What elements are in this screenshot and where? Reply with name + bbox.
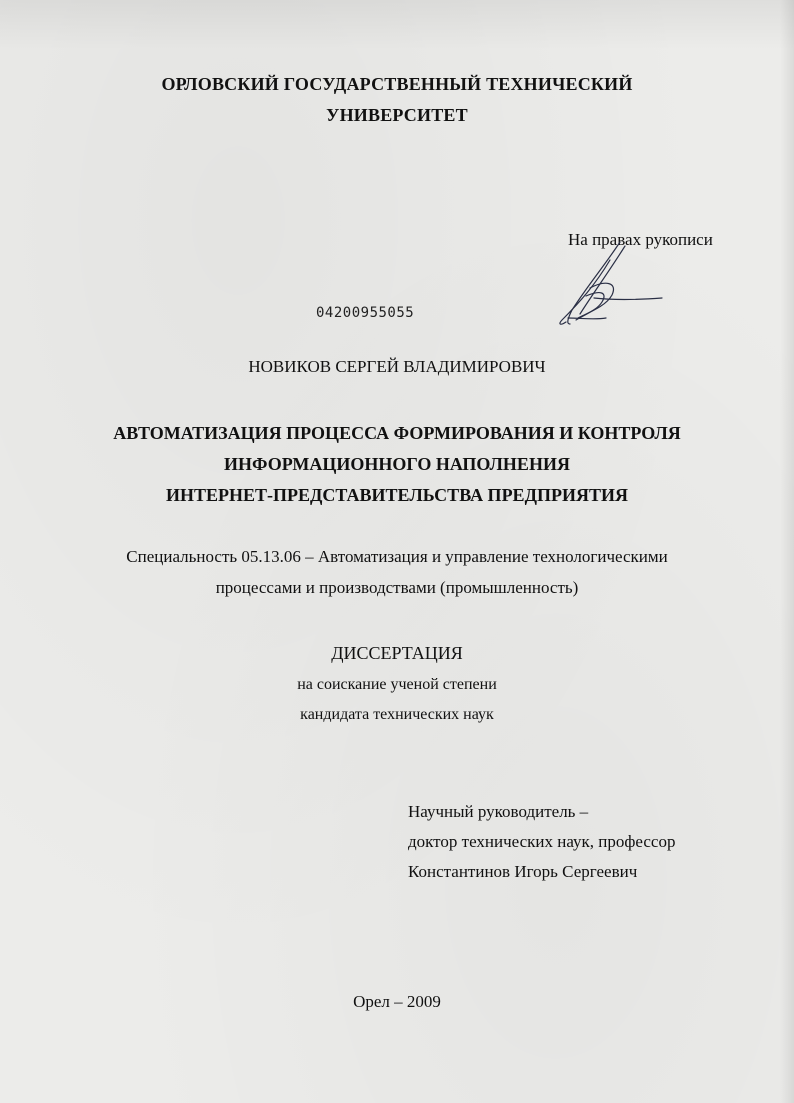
university-name-line2: УНИВЕРСИТЕТ bbox=[326, 105, 468, 125]
supervisor-label: Научный руководитель – bbox=[408, 802, 589, 821]
author-name: НОВИКОВ СЕРГЕЙ ВЛАДИМИРОВИЧ bbox=[248, 357, 546, 376]
specialty-line1: Специальность 05.13.06 – Автоматизация и управление технологическими bbox=[126, 547, 668, 566]
title-line1: АВТОМАТИЗАЦИЯ ПРОЦЕССА ФОРМИРОВАНИЯ И КОНТРОЛЯ bbox=[113, 423, 681, 443]
degree-line1: на соискание ученой степени bbox=[297, 676, 497, 693]
university-name-line1: ОРЛОВСКИЙ ГОСУДАРСТВЕННЫЙ ТЕХНИЧЕСКИЙ bbox=[161, 74, 633, 94]
scan-shadow-top bbox=[0, 0, 794, 50]
title-line3: ИНТЕРНЕТ-ПРЕДСТАВИТЕЛЬСТВА ПРЕДПРИЯТИЯ bbox=[166, 485, 628, 505]
degree-line2: кандидата технических наук bbox=[300, 706, 494, 723]
inventory-number: 04200955055 bbox=[316, 305, 415, 321]
title-line2: ИНФОРМАЦИОННОГО НАПОЛНЕНИЯ bbox=[224, 454, 570, 474]
manuscript-rights-note: На правах рукописи bbox=[568, 230, 713, 249]
supervisor-degree: доктор технических наук, профессор bbox=[408, 832, 676, 851]
signature-icon bbox=[550, 240, 670, 330]
specialty-line2: процессами и производствами (промышленность) bbox=[215, 578, 579, 597]
supervisor-name: Константинов Игорь Сергеевич bbox=[408, 862, 638, 881]
dissertation-heading: ДИССЕРТАЦИЯ bbox=[331, 643, 463, 663]
city-year: Орел – 2009 bbox=[353, 992, 441, 1011]
